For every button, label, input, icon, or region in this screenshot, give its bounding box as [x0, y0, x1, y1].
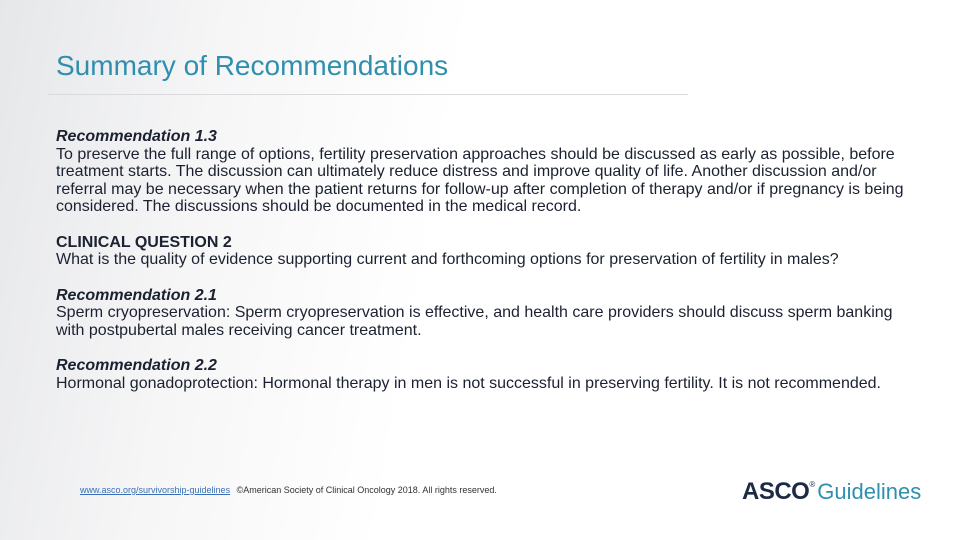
logo-registered-mark: ® [809, 480, 816, 489]
logo-asco-text: ASCO [742, 478, 810, 505]
recommendation-2-2-block [56, 357, 916, 392]
logo-guidelines-text: Guidelines [817, 479, 922, 504]
block-text: Hormonal gonadoprotection: Hormonal therapy in men is not successful in preserving fertility. It is not recommended. [56, 374, 881, 392]
slide-title: Summary of Recommendations [56, 50, 449, 81]
guidelines-link[interactable]: www.asco.org/survivorship-guidelines [80, 485, 231, 495]
block-heading: CLINICAL QUESTION 2 [56, 233, 232, 251]
copyright-text: ©American Society of Clinical Oncology 2018. All rights reserved. [236, 485, 497, 495]
block-text: Sperm cryopreservation: Sperm cryopreservation is effective, and health care providers should discuss sperm banking with postpubertal males receiving cancer treatment. [56, 304, 893, 339]
title-divider [48, 94, 688, 95]
block-heading: Recommendation 1.3 [56, 128, 217, 145]
footer [80, 485, 497, 495]
slide-content [56, 128, 916, 410]
block-text: To preserve the full range of options, fertility preservation approaches should be discussed as early as possible, before treatment starts. The discussion can ultimately reduce distress and improve quality of life. Another discussion and/or referral may be necessary when the patient returns for follow-up after completion of therapy and/or if pregnancy is being considered. The discussions should be documented in the medical record. [56, 145, 904, 215]
asco-guidelines-logo [742, 478, 921, 508]
recommendation-1-3-block [56, 128, 916, 216]
block-text: What is the quality of evidence supporting current and forthcoming options for preservation of fertility in males? [56, 251, 839, 268]
recommendation-2-1-block [56, 287, 916, 340]
block-heading: Recommendation 2.1 [56, 286, 217, 304]
clinical-question-2-block [56, 234, 916, 269]
block-heading: Recommendation 2.2 [56, 357, 217, 374]
